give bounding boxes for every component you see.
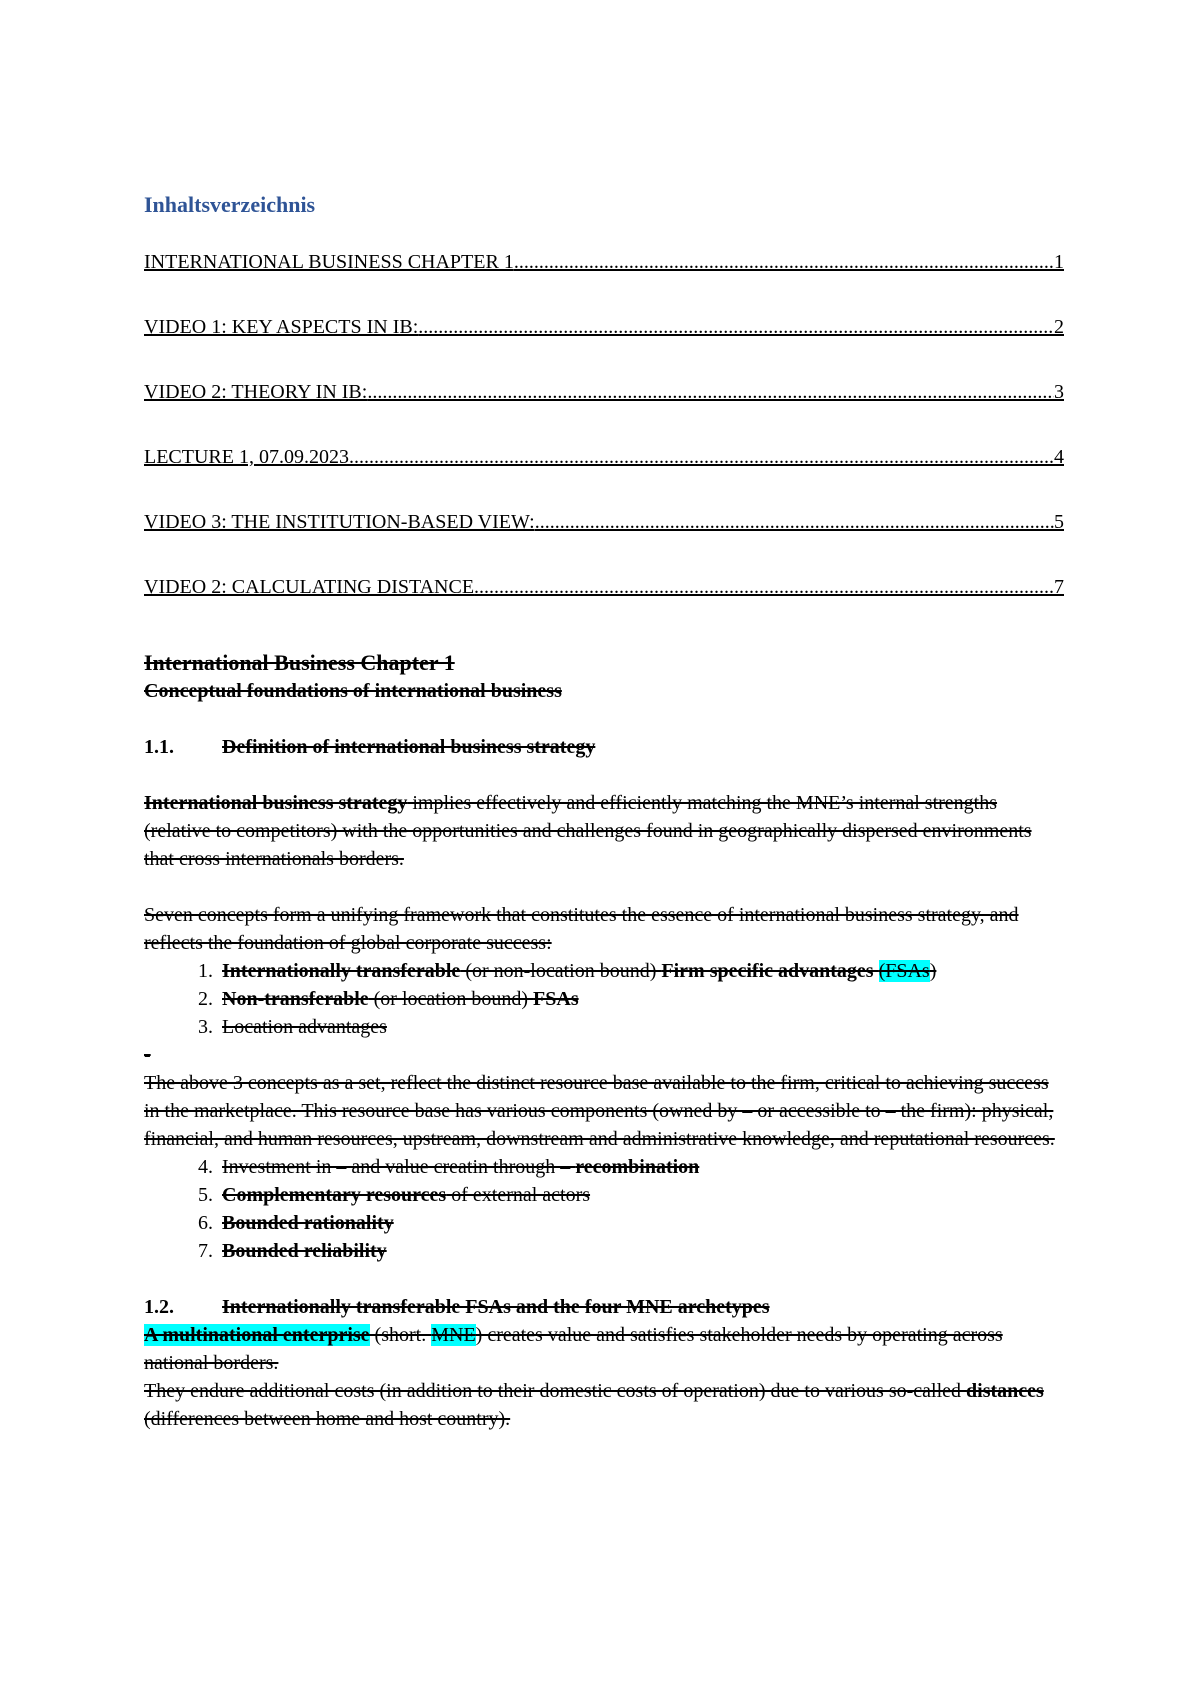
item-text: Location advantages (222, 1016, 387, 1038)
toc-entry-page: 7 (1054, 576, 1064, 598)
toc-entry-title: INTERNATIONAL BUSINESS CHAPTER 1 (144, 251, 514, 273)
toc-entry-5[interactable] (144, 508, 1064, 536)
highlighted-text: (FSAs (878, 960, 930, 982)
toc-entry-title: VIDEO 3: THE INSTITUTION-BASED VIEW: (144, 511, 535, 533)
toc-entry-2[interactable] (144, 313, 1064, 341)
list-item (218, 1209, 1064, 1237)
item-bold: Firm specific advantages (661, 960, 879, 982)
item-text: (or non-location bound) (460, 960, 662, 982)
toc-leader-dots (418, 313, 1054, 341)
toc-entry-1[interactable] (144, 248, 1064, 276)
struck-content (144, 649, 1064, 1433)
item-bold: Bounded reliability (222, 1240, 387, 1262)
item-text: ) (929, 960, 937, 982)
toc-entry-page: 3 (1054, 381, 1064, 403)
item-bold: recombination (575, 1156, 700, 1178)
list-item (218, 1181, 1064, 1209)
dash-line: - (144, 1044, 151, 1066)
list-item (218, 1013, 1064, 1041)
highlighted-text: MNE (431, 1324, 476, 1346)
paragraph-text: (differences between home and host country). (144, 1408, 511, 1430)
item-bold: Internationally transferable (222, 960, 461, 982)
toc-entry-page: 5 (1054, 511, 1064, 533)
section-heading-1-2 (144, 1293, 1064, 1321)
toc-entry-title: VIDEO 2: CALCULATING DISTANCE (144, 576, 475, 598)
section-title: Definition of international business strategy (222, 736, 596, 758)
item-text: of external actors (446, 1184, 591, 1206)
chapter-subtitle: Conceptual foundations of international business (144, 680, 562, 702)
paragraph-text: ) creates value and satisfies stakeholder needs by operating across national borders. (144, 1324, 1003, 1374)
toc-leader-dots (349, 443, 1054, 471)
concepts-intro: Seven concepts form a unifying framework that constitutes the essence of international business strategy, and reflects the foundation of global corporate success: (144, 904, 1019, 954)
list-item (218, 1237, 1064, 1265)
toc-entry-3[interactable] (144, 378, 1064, 406)
list-item (218, 957, 1064, 985)
mne-definition-paragraph (144, 1321, 1064, 1377)
definition-term: International business strategy (144, 792, 408, 814)
resource-paragraph: The above 3 concepts as a set, reflect the distinct resource base available to the firm, critical to achieving success in the marketplace. This resource base has various components (owned by – or accessible to – the firm): physical, financial, and human resources, upstream, downstream and administrative knowledge, and reputational resources. (144, 1072, 1055, 1150)
item-bold: Bounded rationality (222, 1212, 394, 1234)
section-heading-1-1 (144, 733, 1064, 761)
toc-entry-4[interactable] (144, 443, 1064, 471)
toc-leader-dots (474, 573, 1054, 601)
chapter-title: International Business Chapter 1 (144, 650, 455, 675)
toc-entry-title: VIDEO 2: THEORY IN IB: (144, 381, 368, 403)
toc-leader-dots (535, 508, 1054, 536)
list-item (218, 985, 1064, 1013)
distance-paragraph (144, 1377, 1064, 1433)
page-content (144, 190, 1064, 1433)
item-bold: FSAs (533, 988, 579, 1010)
definition-paragraph (144, 789, 1064, 873)
paragraph-text: (short. (369, 1324, 432, 1346)
section-number: 1.1. (144, 736, 174, 758)
section-number: 1.2. (144, 1296, 174, 1318)
toc-heading: Inhaltsverzeichnis (144, 192, 316, 217)
toc-leader-dots (514, 248, 1054, 276)
item-bold: Complementary resources (222, 1184, 447, 1206)
paragraph-text: They endure additional costs (in addition to their domestic costs of operation) due to various so-called (144, 1380, 967, 1402)
toc-entry-title: VIDEO 1: KEY ASPECTS IN IB: (144, 316, 419, 338)
section-title: Internationally transferable FSAs and the four MNE archetypes (222, 1296, 770, 1318)
item-bold: Non-transferable (222, 988, 369, 1010)
toc-entry-page: 4 (1054, 446, 1064, 468)
highlighted-term: A multinational enterprise (144, 1324, 370, 1346)
list-item (218, 1153, 1064, 1181)
toc-entry-page: 2 (1054, 316, 1064, 338)
paragraph-bold: distances (966, 1380, 1044, 1402)
toc-leader-dots (367, 378, 1054, 406)
toc-entry-title: LECTURE 1, 07.09.2023 (144, 446, 349, 468)
toc-entry-page: 1 (1054, 251, 1064, 273)
concept-list-a (144, 957, 1064, 1041)
definition-text: implies effectively and efficiently matching the MNE’s internal strengths (relative to competitors) with the opportunities and challenges found in geographically dispersed environments that cross internationals borders. (144, 792, 1032, 870)
item-text: (or location bound) (368, 988, 534, 1010)
concept-list-b (144, 1153, 1064, 1265)
toc-entry-6[interactable] (144, 573, 1064, 601)
item-text: Investment in – and value creatin through – (222, 1156, 576, 1178)
